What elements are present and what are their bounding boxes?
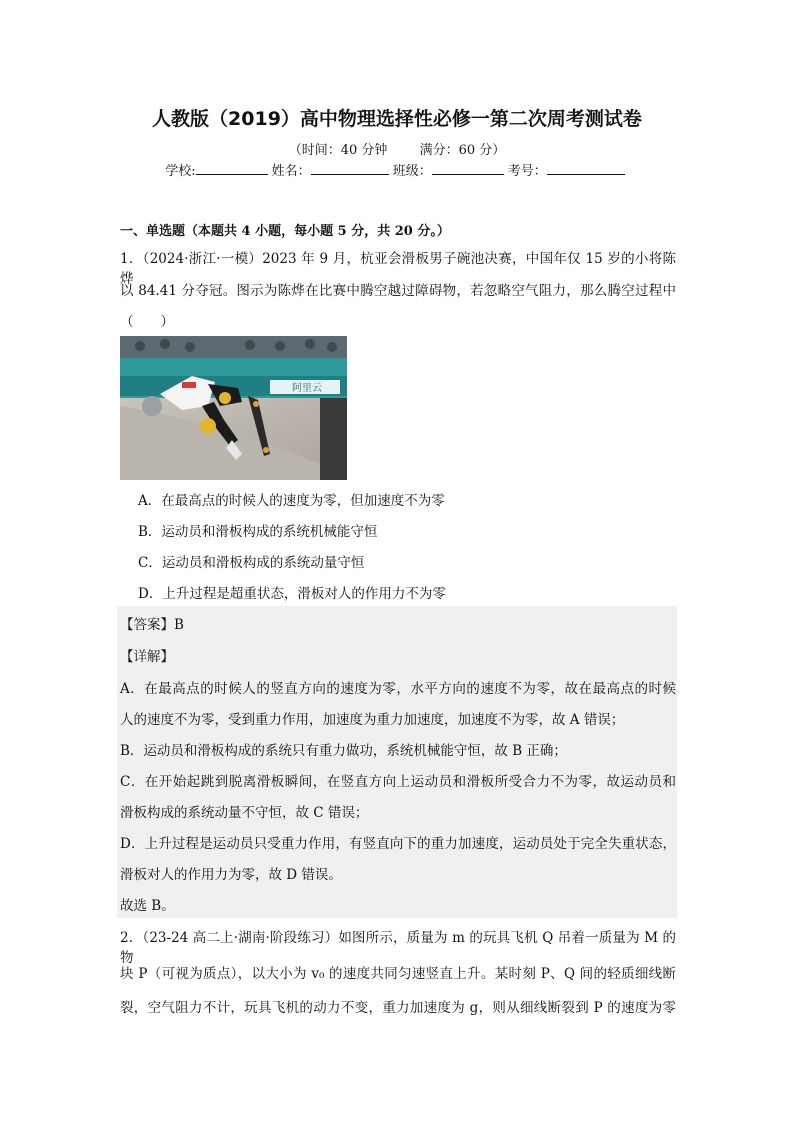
q1-option-b: B．运动员和滑板构成的系统机械能守恒 [138, 524, 378, 540]
exam-time: （时间：40 分钟 [288, 143, 388, 158]
q1-line2: 以 84.41 分夺冠。图示为陈烨在比赛中腾空越过障碍物，若忽略空气阻力，那么腾空过程中 [120, 283, 676, 299]
q1-option-a: A．在最高点的时候人的速度为零，但加速度不为零 [138, 493, 445, 509]
name-field[interactable] [311, 162, 389, 175]
class-field[interactable] [432, 162, 504, 175]
class-label: 班级： [392, 164, 432, 179]
q1-detail-line: C．在开始起跳到脱离滑板瞬间，在竖直方向上运动员和滑板所受合力不为零，故运动员和 [120, 774, 676, 790]
exam-no-label: 考号： [507, 164, 547, 179]
q1-detail-line: B．运动员和滑板构成的系统只有重力做功，系统机械能守恒，故 B 正确； [120, 743, 567, 759]
q1-detail-line: A．在最高点的时候人的竖直方向的速度为零，水平方向的速度不为零，故在最高点的时候 [120, 681, 676, 697]
student-info [0, 160, 794, 179]
exam-time-score [0, 139, 794, 158]
svg-text:阿里云: 阿里云 [292, 383, 322, 394]
school-field[interactable] [196, 162, 268, 175]
section-heading: 一、单选题（本题共 4 小题，每小题 5 分，共 20 分。） [120, 224, 450, 239]
q1-line1: 1．（2024·浙江·一模）2023 年 9 月，杭亚会滑板男子碗池决赛，中国年仅 15 岁的小将陈烨 [120, 251, 676, 287]
q1-option-c: C．运动员和滑板构成的系统动量守恒 [138, 555, 365, 571]
q1-detail-label: 【详解】 [120, 649, 174, 665]
q1-detail-line: D．上升过程是运动员只受重力作用，有竖直向下的重力加速度，运动员处于完全失重状态， [120, 836, 676, 852]
q1-detail-line: 故选 B。 [120, 898, 175, 914]
q1-detail-line: 滑板对人的作用力为零，故 D 错误。 [120, 867, 342, 883]
name-label: 姓名： [271, 164, 311, 179]
q1-answer: 【答案】B [120, 617, 184, 633]
q1-option-d: D．上升过程是超重状态，滑板对人的作用力不为零 [138, 586, 446, 602]
q1-detail-line: 滑板构成的系统动量不守恒，故 C 错误； [120, 805, 369, 821]
q1-detail-line: 人的速度不为零，受到重力作用，加速度为重力加速度，加速度不为零，故 A 错误； [120, 712, 625, 728]
exam-score: 满分：60 分） [419, 143, 506, 158]
page-title: 人教版（2019）高中物理选择性必修一第二次周考测试卷 [152, 108, 642, 130]
q2-line1: 2．（23-24 高二上·湖南·阶段练习）如图所示，质量为 m 的玩具飞机 Q 吊着一质量为 M 的物 [120, 930, 676, 966]
q1-line3: （ ） [120, 314, 174, 330]
skateboarder-photo [120, 336, 347, 480]
school-label: 学校: [165, 164, 196, 179]
exam-no-field[interactable] [547, 162, 625, 175]
q2-line2: 块 P（可视为质点），以大小为 v₀ 的速度共同匀速竖直上升。某时刻 P、Q 间的轻质细线断 [120, 966, 676, 982]
q2-line3: 裂，空气阻力不计，玩具飞机的动力不变，重力加速度为 g，则从细线断裂到 P 的速度为零 [120, 1000, 676, 1016]
